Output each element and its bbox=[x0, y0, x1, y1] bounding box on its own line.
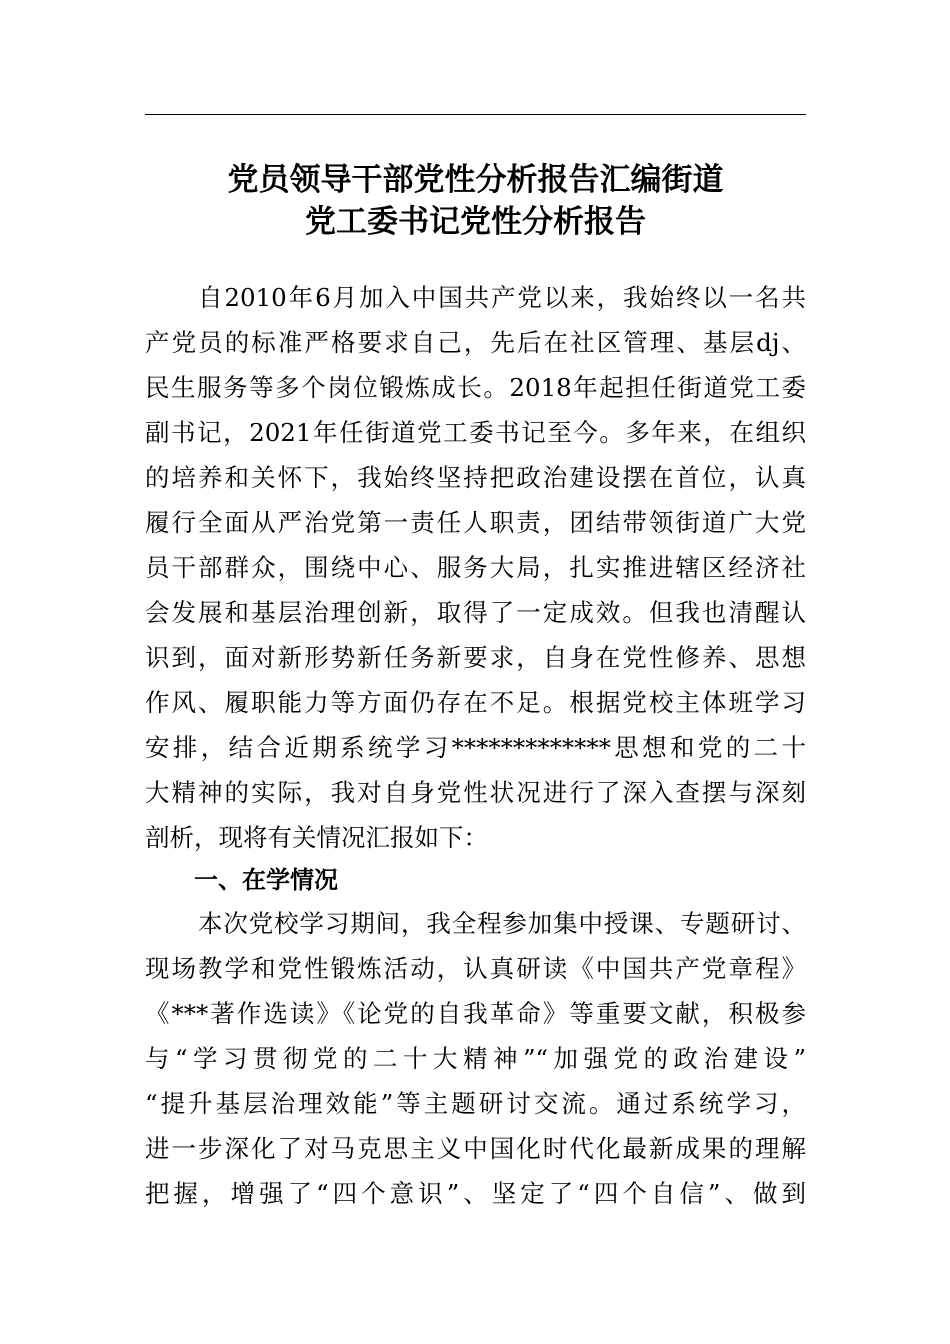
paragraph-line: “提升基层治理效能”等主题研讨交流。通过系统学习， bbox=[145, 1089, 806, 1118]
section-heading: 一、在学情况 bbox=[194, 866, 338, 894]
paragraph-line: 自2010年6月加入中国共产党以来，我始终以一名共 bbox=[198, 283, 806, 312]
paragraph-line: 识到，面对新形势新任务新要求，自身在党性修养、思想 bbox=[145, 643, 806, 672]
paragraph-line: 大精神的实际，我对自身党性状况进行了深入查摆与深刻 bbox=[145, 778, 806, 807]
paragraph-line: 副书记，2021年任街道党工委书记至今。多年来，在组织 bbox=[145, 418, 806, 447]
document-title-line-1: 党员领导干部党性分析报告汇编街道 bbox=[227, 162, 724, 198]
paragraph-line: 会发展和基层治理创新，取得了一定成效。但我也清醒认 bbox=[145, 598, 806, 627]
paragraph-line: 履行全面从严治党第一责任人职责，团结带领街道广大党 bbox=[145, 508, 806, 537]
paragraph-line: 把握，增强了“四个意识”、坚定了“四个自信”、做到 bbox=[145, 1179, 806, 1208]
paragraph-line: 进一步深化了对马克思主义中国化时代化最新成果的理解 bbox=[145, 1134, 806, 1163]
paragraph-line: 的培养和关怀下，我始终坚持把政治建设摆在首位，认真 bbox=[145, 463, 806, 492]
paragraph-line: 现场教学和党性锻炼活动，认真研读《中国共产党章程》 bbox=[145, 954, 806, 983]
document-title-line-2: 党工委书记党性分析报告 bbox=[305, 204, 646, 240]
paragraph-line: 民生服务等多个岗位锻炼成长。2018年起担任街道党工委 bbox=[145, 373, 806, 402]
paragraph-line: 作风、履职能力等方面仍存在不足。根据党校主体班学习 bbox=[145, 688, 806, 717]
paragraph-line: 剖析，现将有关情况汇报如下： bbox=[145, 823, 488, 852]
paragraph-line: 安排，结合近期系统学习*************思想和党的二十 bbox=[145, 733, 806, 762]
paragraph-line: 本次党校学习期间，我全程参加集中授课、专题研讨、 bbox=[198, 909, 806, 938]
header-rule bbox=[145, 114, 806, 115]
paragraph-line: 产党员的标准严格要求自己，先后在社区管理、基层dj、 bbox=[145, 328, 806, 357]
paragraph-line: 与“学习贯彻党的二十大精神”“加强党的政治建设” bbox=[145, 1044, 806, 1073]
paragraph-line: 员干部群众，围绕中心、服务大局，扎实推进辖区经济社 bbox=[145, 553, 806, 582]
paragraph-line: 《***著作选读》《论党的自我革命》等重要文献，积极参 bbox=[145, 999, 806, 1028]
